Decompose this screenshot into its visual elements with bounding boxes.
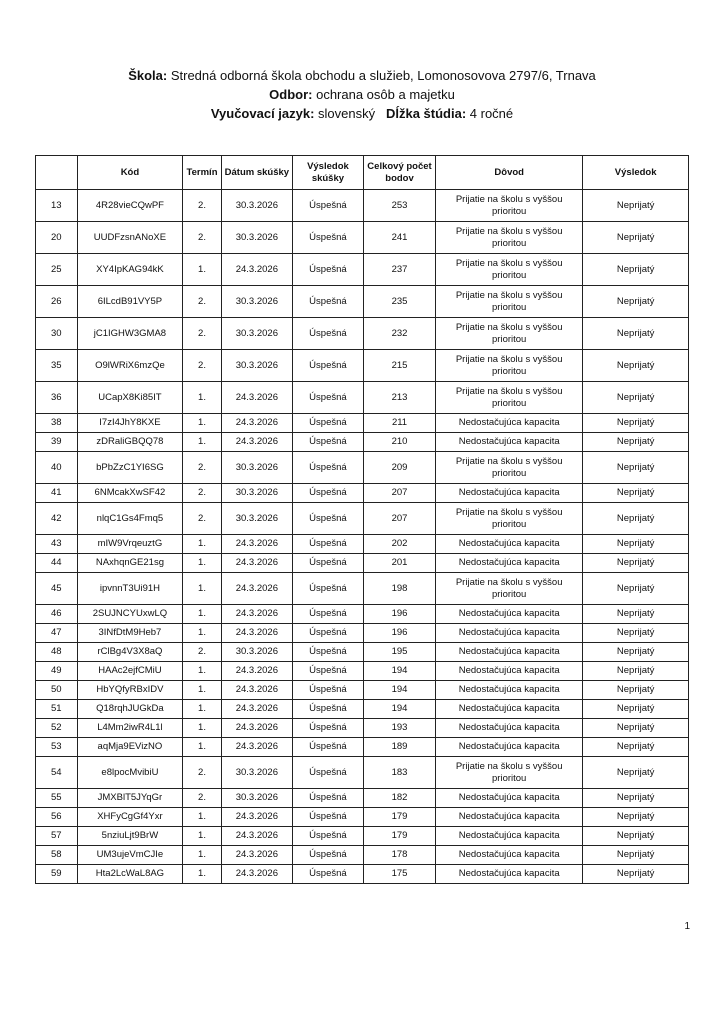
exam-result-cell: Úspešná bbox=[292, 827, 363, 846]
code-cell: Hta2LcWaL8AG bbox=[77, 865, 183, 884]
code-cell: 5nziuLjt9BrW bbox=[77, 827, 183, 846]
code-cell: e8lpocMvibiU bbox=[77, 757, 183, 789]
table-row bbox=[36, 286, 689, 318]
exam-date-cell: 30.3.2026 bbox=[221, 757, 292, 789]
exam-result-cell: Úspešná bbox=[292, 222, 363, 254]
term-cell: 1. bbox=[183, 681, 222, 700]
table-row bbox=[36, 700, 689, 719]
total-points-cell: 198 bbox=[363, 573, 435, 605]
code-cell: HAAc2ejfCMiU bbox=[77, 662, 183, 681]
exam-date-cell: 24.3.2026 bbox=[221, 700, 292, 719]
language-duration-line bbox=[0, 104, 724, 123]
result-cell: Neprijatý bbox=[583, 700, 689, 719]
table-row bbox=[36, 846, 689, 865]
exam-date-cell: 24.3.2026 bbox=[221, 681, 292, 700]
exam-result-cell: Úspešná bbox=[292, 318, 363, 350]
row-index: 52 bbox=[36, 719, 78, 738]
result-cell: Neprijatý bbox=[583, 808, 689, 827]
code-cell: zDRaliGBQQ78 bbox=[77, 433, 183, 452]
result-cell: Neprijatý bbox=[583, 681, 689, 700]
code-cell: UUDFzsnANoXE bbox=[77, 222, 183, 254]
total-points-cell: 215 bbox=[363, 350, 435, 382]
row-index: 25 bbox=[36, 254, 78, 286]
exam-result-cell: Úspešná bbox=[292, 433, 363, 452]
row-index: 38 bbox=[36, 414, 78, 433]
result-cell: Neprijatý bbox=[583, 719, 689, 738]
exam-result-cell: Úspešná bbox=[292, 719, 363, 738]
table-row bbox=[36, 503, 689, 535]
total-points-cell: 193 bbox=[363, 719, 435, 738]
exam-result-cell: Úspešná bbox=[292, 700, 363, 719]
exam-date-cell: 24.3.2026 bbox=[221, 865, 292, 884]
total-points-cell: 241 bbox=[363, 222, 435, 254]
duration-label: Dĺžka štúdia: bbox=[385, 106, 467, 121]
exam-date-cell: 24.3.2026 bbox=[221, 624, 292, 643]
result-cell: Neprijatý bbox=[583, 827, 689, 846]
exam-result-cell: Úspešná bbox=[292, 254, 363, 286]
table-row bbox=[36, 190, 689, 222]
row-index: 50 bbox=[36, 681, 78, 700]
exam-result-cell: Úspešná bbox=[292, 503, 363, 535]
table-row bbox=[36, 757, 689, 789]
reason-cell: Prijatie na školu s vyššou prioritou bbox=[436, 190, 583, 222]
table-row bbox=[36, 573, 689, 605]
exam-result-cell: Úspešná bbox=[292, 382, 363, 414]
column-header-total-points: Celkový počet bodov bbox=[363, 156, 435, 190]
duration-value: 4 ročné bbox=[469, 106, 514, 121]
table-row bbox=[36, 254, 689, 286]
exam-date-cell: 24.3.2026 bbox=[221, 554, 292, 573]
table-row bbox=[36, 789, 689, 808]
school-value: Stredná odborná škola obchodu a služieb, Lomonosovova 2797/6, Trnava bbox=[170, 68, 596, 83]
exam-date-cell: 24.3.2026 bbox=[221, 846, 292, 865]
reason-cell: Prijatie na školu s vyššou prioritou bbox=[436, 757, 583, 789]
table-row bbox=[36, 681, 689, 700]
result-cell: Neprijatý bbox=[583, 503, 689, 535]
total-points-cell: 189 bbox=[363, 738, 435, 757]
result-cell: Neprijatý bbox=[583, 350, 689, 382]
result-cell: Neprijatý bbox=[583, 865, 689, 884]
table-row bbox=[36, 662, 689, 681]
total-points-cell: 207 bbox=[363, 484, 435, 503]
exam-date-cell: 24.3.2026 bbox=[221, 719, 292, 738]
exam-date-cell: 30.3.2026 bbox=[221, 643, 292, 662]
field-value: ochrana osôb a majetku bbox=[316, 87, 455, 102]
reason-cell: Nedostačujúca kapacita bbox=[436, 719, 583, 738]
code-cell: Q18rqhJUGkDa bbox=[77, 700, 183, 719]
exam-result-cell: Úspešná bbox=[292, 484, 363, 503]
table-row bbox=[36, 433, 689, 452]
column-header-index bbox=[36, 156, 78, 190]
reason-cell: Prijatie na školu s vyššou prioritou bbox=[436, 222, 583, 254]
code-cell: mIW9VrqeuztG bbox=[77, 535, 183, 554]
document-header bbox=[0, 66, 724, 123]
term-cell: 2. bbox=[183, 286, 222, 318]
result-cell: Neprijatý bbox=[583, 190, 689, 222]
total-points-cell: 210 bbox=[363, 433, 435, 452]
table-row bbox=[36, 484, 689, 503]
total-points-cell: 194 bbox=[363, 700, 435, 719]
exam-date-cell: 30.3.2026 bbox=[221, 190, 292, 222]
exam-result-cell: Úspešná bbox=[292, 350, 363, 382]
exam-date-cell: 24.3.2026 bbox=[221, 254, 292, 286]
table-header-row bbox=[36, 156, 689, 190]
table-row bbox=[36, 624, 689, 643]
table-row bbox=[36, 452, 689, 484]
result-cell: Neprijatý bbox=[583, 624, 689, 643]
reason-cell: Prijatie na školu s vyššou prioritou bbox=[436, 254, 583, 286]
table-body bbox=[36, 190, 689, 884]
term-cell: 1. bbox=[183, 573, 222, 605]
exam-date-cell: 30.3.2026 bbox=[221, 222, 292, 254]
exam-date-cell: 30.3.2026 bbox=[221, 350, 292, 382]
code-cell: jC1IGHW3GMA8 bbox=[77, 318, 183, 350]
reason-cell: Nedostačujúca kapacita bbox=[436, 662, 583, 681]
result-cell: Neprijatý bbox=[583, 738, 689, 757]
table-row bbox=[36, 808, 689, 827]
exam-date-cell: 24.3.2026 bbox=[221, 662, 292, 681]
row-index: 53 bbox=[36, 738, 78, 757]
exam-date-cell: 30.3.2026 bbox=[221, 789, 292, 808]
row-index: 39 bbox=[36, 433, 78, 452]
total-points-cell: 194 bbox=[363, 662, 435, 681]
exam-date-cell: 24.3.2026 bbox=[221, 605, 292, 624]
total-points-cell: 196 bbox=[363, 605, 435, 624]
term-cell: 2. bbox=[183, 452, 222, 484]
result-cell: Neprijatý bbox=[583, 846, 689, 865]
row-index: 42 bbox=[36, 503, 78, 535]
term-cell: 1. bbox=[183, 605, 222, 624]
term-cell: 1. bbox=[183, 808, 222, 827]
row-index: 43 bbox=[36, 535, 78, 554]
exam-result-cell: Úspešná bbox=[292, 643, 363, 662]
term-cell: 2. bbox=[183, 503, 222, 535]
term-cell: 1. bbox=[183, 535, 222, 554]
exam-date-cell: 24.3.2026 bbox=[221, 738, 292, 757]
total-points-cell: 237 bbox=[363, 254, 435, 286]
exam-result-cell: Úspešná bbox=[292, 662, 363, 681]
row-index: 48 bbox=[36, 643, 78, 662]
term-cell: 2. bbox=[183, 318, 222, 350]
exam-result-cell: Úspešná bbox=[292, 865, 363, 884]
row-index: 46 bbox=[36, 605, 78, 624]
exam-date-cell: 24.3.2026 bbox=[221, 535, 292, 554]
column-header-reason: Dôvod bbox=[436, 156, 583, 190]
result-cell: Neprijatý bbox=[583, 643, 689, 662]
term-cell: 2. bbox=[183, 643, 222, 662]
code-cell: 6NMcakXwSF42 bbox=[77, 484, 183, 503]
code-cell: L4Mm2iwR4L1l bbox=[77, 719, 183, 738]
row-index: 41 bbox=[36, 484, 78, 503]
table-row bbox=[36, 350, 689, 382]
result-cell: Neprijatý bbox=[583, 433, 689, 452]
row-index: 56 bbox=[36, 808, 78, 827]
exam-date-cell: 30.3.2026 bbox=[221, 484, 292, 503]
results-table bbox=[35, 155, 689, 884]
row-index: 47 bbox=[36, 624, 78, 643]
result-cell: Neprijatý bbox=[583, 535, 689, 554]
result-cell: Neprijatý bbox=[583, 662, 689, 681]
code-cell: 6ILcdB91VY5P bbox=[77, 286, 183, 318]
term-cell: 1. bbox=[183, 554, 222, 573]
exam-result-cell: Úspešná bbox=[292, 681, 363, 700]
row-index: 40 bbox=[36, 452, 78, 484]
total-points-cell: 211 bbox=[363, 414, 435, 433]
exam-date-cell: 30.3.2026 bbox=[221, 286, 292, 318]
row-index: 20 bbox=[36, 222, 78, 254]
column-header-result: Výsledok bbox=[583, 156, 689, 190]
exam-date-cell: 24.3.2026 bbox=[221, 573, 292, 605]
code-cell: bPbZzC1YI6SG bbox=[77, 452, 183, 484]
term-cell: 1. bbox=[183, 433, 222, 452]
code-cell: rClBg4V3X8aQ bbox=[77, 643, 183, 662]
code-cell: nlqC1Gs4Fmq5 bbox=[77, 503, 183, 535]
row-index: 58 bbox=[36, 846, 78, 865]
table-row bbox=[36, 865, 689, 884]
exam-date-cell: 24.3.2026 bbox=[221, 827, 292, 846]
code-cell: I7zI4JhY8KXE bbox=[77, 414, 183, 433]
result-cell: Neprijatý bbox=[583, 605, 689, 624]
exam-result-cell: Úspešná bbox=[292, 605, 363, 624]
term-cell: 1. bbox=[183, 827, 222, 846]
reason-cell: Prijatie na školu s vyššou prioritou bbox=[436, 573, 583, 605]
reason-cell: Nedostačujúca kapacita bbox=[436, 681, 583, 700]
term-cell: 1. bbox=[183, 414, 222, 433]
code-cell: 2SUJNCYUxwLQ bbox=[77, 605, 183, 624]
row-index: 57 bbox=[36, 827, 78, 846]
code-cell: O9lWRiX6mzQe bbox=[77, 350, 183, 382]
column-header-code: Kód bbox=[77, 156, 183, 190]
exam-result-cell: Úspešná bbox=[292, 846, 363, 865]
row-index: 59 bbox=[36, 865, 78, 884]
language-label: Vyučovací jazyk: bbox=[210, 106, 315, 121]
table-row bbox=[36, 554, 689, 573]
exam-date-cell: 30.3.2026 bbox=[221, 503, 292, 535]
exam-result-cell: Úspešná bbox=[292, 554, 363, 573]
row-index: 49 bbox=[36, 662, 78, 681]
code-cell: 3INfDtM9Heb7 bbox=[77, 624, 183, 643]
row-index: 30 bbox=[36, 318, 78, 350]
result-cell: Neprijatý bbox=[583, 254, 689, 286]
total-points-cell: 179 bbox=[363, 808, 435, 827]
term-cell: 1. bbox=[183, 738, 222, 757]
reason-cell: Prijatie na školu s vyššou prioritou bbox=[436, 350, 583, 382]
exam-date-cell: 24.3.2026 bbox=[221, 433, 292, 452]
exam-result-cell: Úspešná bbox=[292, 286, 363, 318]
table-row bbox=[36, 827, 689, 846]
term-cell: 2. bbox=[183, 484, 222, 503]
exam-date-cell: 24.3.2026 bbox=[221, 808, 292, 827]
result-cell: Neprijatý bbox=[583, 757, 689, 789]
code-cell: NAxhqnGE21sg bbox=[77, 554, 183, 573]
table-row bbox=[36, 719, 689, 738]
exam-date-cell: 30.3.2026 bbox=[221, 318, 292, 350]
term-cell: 1. bbox=[183, 382, 222, 414]
code-cell: XY4IpKAG94kK bbox=[77, 254, 183, 286]
table-row bbox=[36, 382, 689, 414]
exam-result-cell: Úspešná bbox=[292, 789, 363, 808]
result-cell: Neprijatý bbox=[583, 286, 689, 318]
reason-cell: Nedostačujúca kapacita bbox=[436, 808, 583, 827]
table-row bbox=[36, 318, 689, 350]
school-line bbox=[0, 66, 724, 85]
exam-date-cell: 24.3.2026 bbox=[221, 414, 292, 433]
result-cell: Neprijatý bbox=[583, 573, 689, 605]
result-cell: Neprijatý bbox=[583, 554, 689, 573]
row-index: 13 bbox=[36, 190, 78, 222]
term-cell: 1. bbox=[183, 662, 222, 681]
row-index: 36 bbox=[36, 382, 78, 414]
term-cell: 2. bbox=[183, 757, 222, 789]
field-label: Odbor: bbox=[269, 87, 313, 102]
reason-cell: Nedostačujúca kapacita bbox=[436, 846, 583, 865]
code-cell: aqMja9EVizNO bbox=[77, 738, 183, 757]
term-cell: 2. bbox=[183, 350, 222, 382]
row-index: 45 bbox=[36, 573, 78, 605]
school-label: Škola: bbox=[128, 68, 168, 83]
code-cell: XHFyCgGf4Yxr bbox=[77, 808, 183, 827]
result-cell: Neprijatý bbox=[583, 382, 689, 414]
row-index: 26 bbox=[36, 286, 78, 318]
term-cell: 1. bbox=[183, 719, 222, 738]
row-index: 54 bbox=[36, 757, 78, 789]
total-points-cell: 178 bbox=[363, 846, 435, 865]
result-cell: Neprijatý bbox=[583, 318, 689, 350]
term-cell: 1. bbox=[183, 700, 222, 719]
total-points-cell: 201 bbox=[363, 554, 435, 573]
total-points-cell: 195 bbox=[363, 643, 435, 662]
table-row bbox=[36, 738, 689, 757]
exam-result-cell: Úspešná bbox=[292, 757, 363, 789]
reason-cell: Nedostačujúca kapacita bbox=[436, 484, 583, 503]
table-row bbox=[36, 605, 689, 624]
language-value: slovenský bbox=[318, 106, 376, 121]
reason-cell: Nedostačujúca kapacita bbox=[436, 535, 583, 554]
term-cell: 2. bbox=[183, 222, 222, 254]
column-header-exam-result: Výsledok skúšky bbox=[292, 156, 363, 190]
row-index: 44 bbox=[36, 554, 78, 573]
table-row bbox=[36, 535, 689, 554]
total-points-cell: 202 bbox=[363, 535, 435, 554]
code-cell: ipvnnT3Ui91H bbox=[77, 573, 183, 605]
total-points-cell: 179 bbox=[363, 827, 435, 846]
reason-cell: Nedostačujúca kapacita bbox=[436, 865, 583, 884]
exam-result-cell: Úspešná bbox=[292, 624, 363, 643]
page-number: 1 bbox=[684, 921, 690, 932]
total-points-cell: 196 bbox=[363, 624, 435, 643]
reason-cell: Prijatie na školu s vyššou prioritou bbox=[436, 452, 583, 484]
exam-result-cell: Úspešná bbox=[292, 573, 363, 605]
exam-date-cell: 24.3.2026 bbox=[221, 382, 292, 414]
total-points-cell: 253 bbox=[363, 190, 435, 222]
result-cell: Neprijatý bbox=[583, 452, 689, 484]
row-index: 35 bbox=[36, 350, 78, 382]
total-points-cell: 209 bbox=[363, 452, 435, 484]
exam-result-cell: Úspešná bbox=[292, 452, 363, 484]
column-header-exam-date: Dátum skúšky bbox=[221, 156, 292, 190]
reason-cell: Nedostačujúca kapacita bbox=[436, 605, 583, 624]
total-points-cell: 213 bbox=[363, 382, 435, 414]
exam-result-cell: Úspešná bbox=[292, 414, 363, 433]
reason-cell: Nedostačujúca kapacita bbox=[436, 738, 583, 757]
reason-cell: Prijatie na školu s vyššou prioritou bbox=[436, 382, 583, 414]
reason-cell: Nedostačujúca kapacita bbox=[436, 624, 583, 643]
reason-cell: Prijatie na školu s vyššou prioritou bbox=[436, 286, 583, 318]
exam-result-cell: Úspešná bbox=[292, 190, 363, 222]
column-header-term: Termín bbox=[183, 156, 222, 190]
exam-result-cell: Úspešná bbox=[292, 808, 363, 827]
reason-cell: Nedostačujúca kapacita bbox=[436, 414, 583, 433]
result-cell: Neprijatý bbox=[583, 222, 689, 254]
code-cell: 4R28vieCQwPF bbox=[77, 190, 183, 222]
total-points-cell: 232 bbox=[363, 318, 435, 350]
field-line bbox=[0, 85, 724, 104]
reason-cell: Prijatie na školu s vyššou prioritou bbox=[436, 318, 583, 350]
result-cell: Neprijatý bbox=[583, 789, 689, 808]
reason-cell: Nedostačujúca kapacita bbox=[436, 827, 583, 846]
row-index: 55 bbox=[36, 789, 78, 808]
term-cell: 1. bbox=[183, 846, 222, 865]
exam-result-cell: Úspešná bbox=[292, 535, 363, 554]
code-cell: HbYQfyRBxIDV bbox=[77, 681, 183, 700]
total-points-cell: 194 bbox=[363, 681, 435, 700]
table-row bbox=[36, 643, 689, 662]
code-cell: JMXBlT5JYqGr bbox=[77, 789, 183, 808]
exam-result-cell: Úspešná bbox=[292, 738, 363, 757]
term-cell: 2. bbox=[183, 190, 222, 222]
reason-cell: Prijatie na školu s vyššou prioritou bbox=[436, 503, 583, 535]
total-points-cell: 207 bbox=[363, 503, 435, 535]
code-cell: UM3ujeVmCJIe bbox=[77, 846, 183, 865]
total-points-cell: 175 bbox=[363, 865, 435, 884]
reason-cell: Nedostačujúca kapacita bbox=[436, 643, 583, 662]
term-cell: 2. bbox=[183, 789, 222, 808]
exam-date-cell: 30.3.2026 bbox=[221, 452, 292, 484]
reason-cell: Nedostačujúca kapacita bbox=[436, 789, 583, 808]
reason-cell: Nedostačujúca kapacita bbox=[436, 433, 583, 452]
total-points-cell: 235 bbox=[363, 286, 435, 318]
row-index: 51 bbox=[36, 700, 78, 719]
code-cell: UCapX8Ki85IT bbox=[77, 382, 183, 414]
reason-cell: Nedostačujúca kapacita bbox=[436, 554, 583, 573]
result-cell: Neprijatý bbox=[583, 414, 689, 433]
total-points-cell: 182 bbox=[363, 789, 435, 808]
result-cell: Neprijatý bbox=[583, 484, 689, 503]
term-cell: 1. bbox=[183, 624, 222, 643]
term-cell: 1. bbox=[183, 865, 222, 884]
table-row bbox=[36, 222, 689, 254]
reason-cell: Nedostačujúca kapacita bbox=[436, 700, 583, 719]
total-points-cell: 183 bbox=[363, 757, 435, 789]
term-cell: 1. bbox=[183, 254, 222, 286]
table-row bbox=[36, 414, 689, 433]
